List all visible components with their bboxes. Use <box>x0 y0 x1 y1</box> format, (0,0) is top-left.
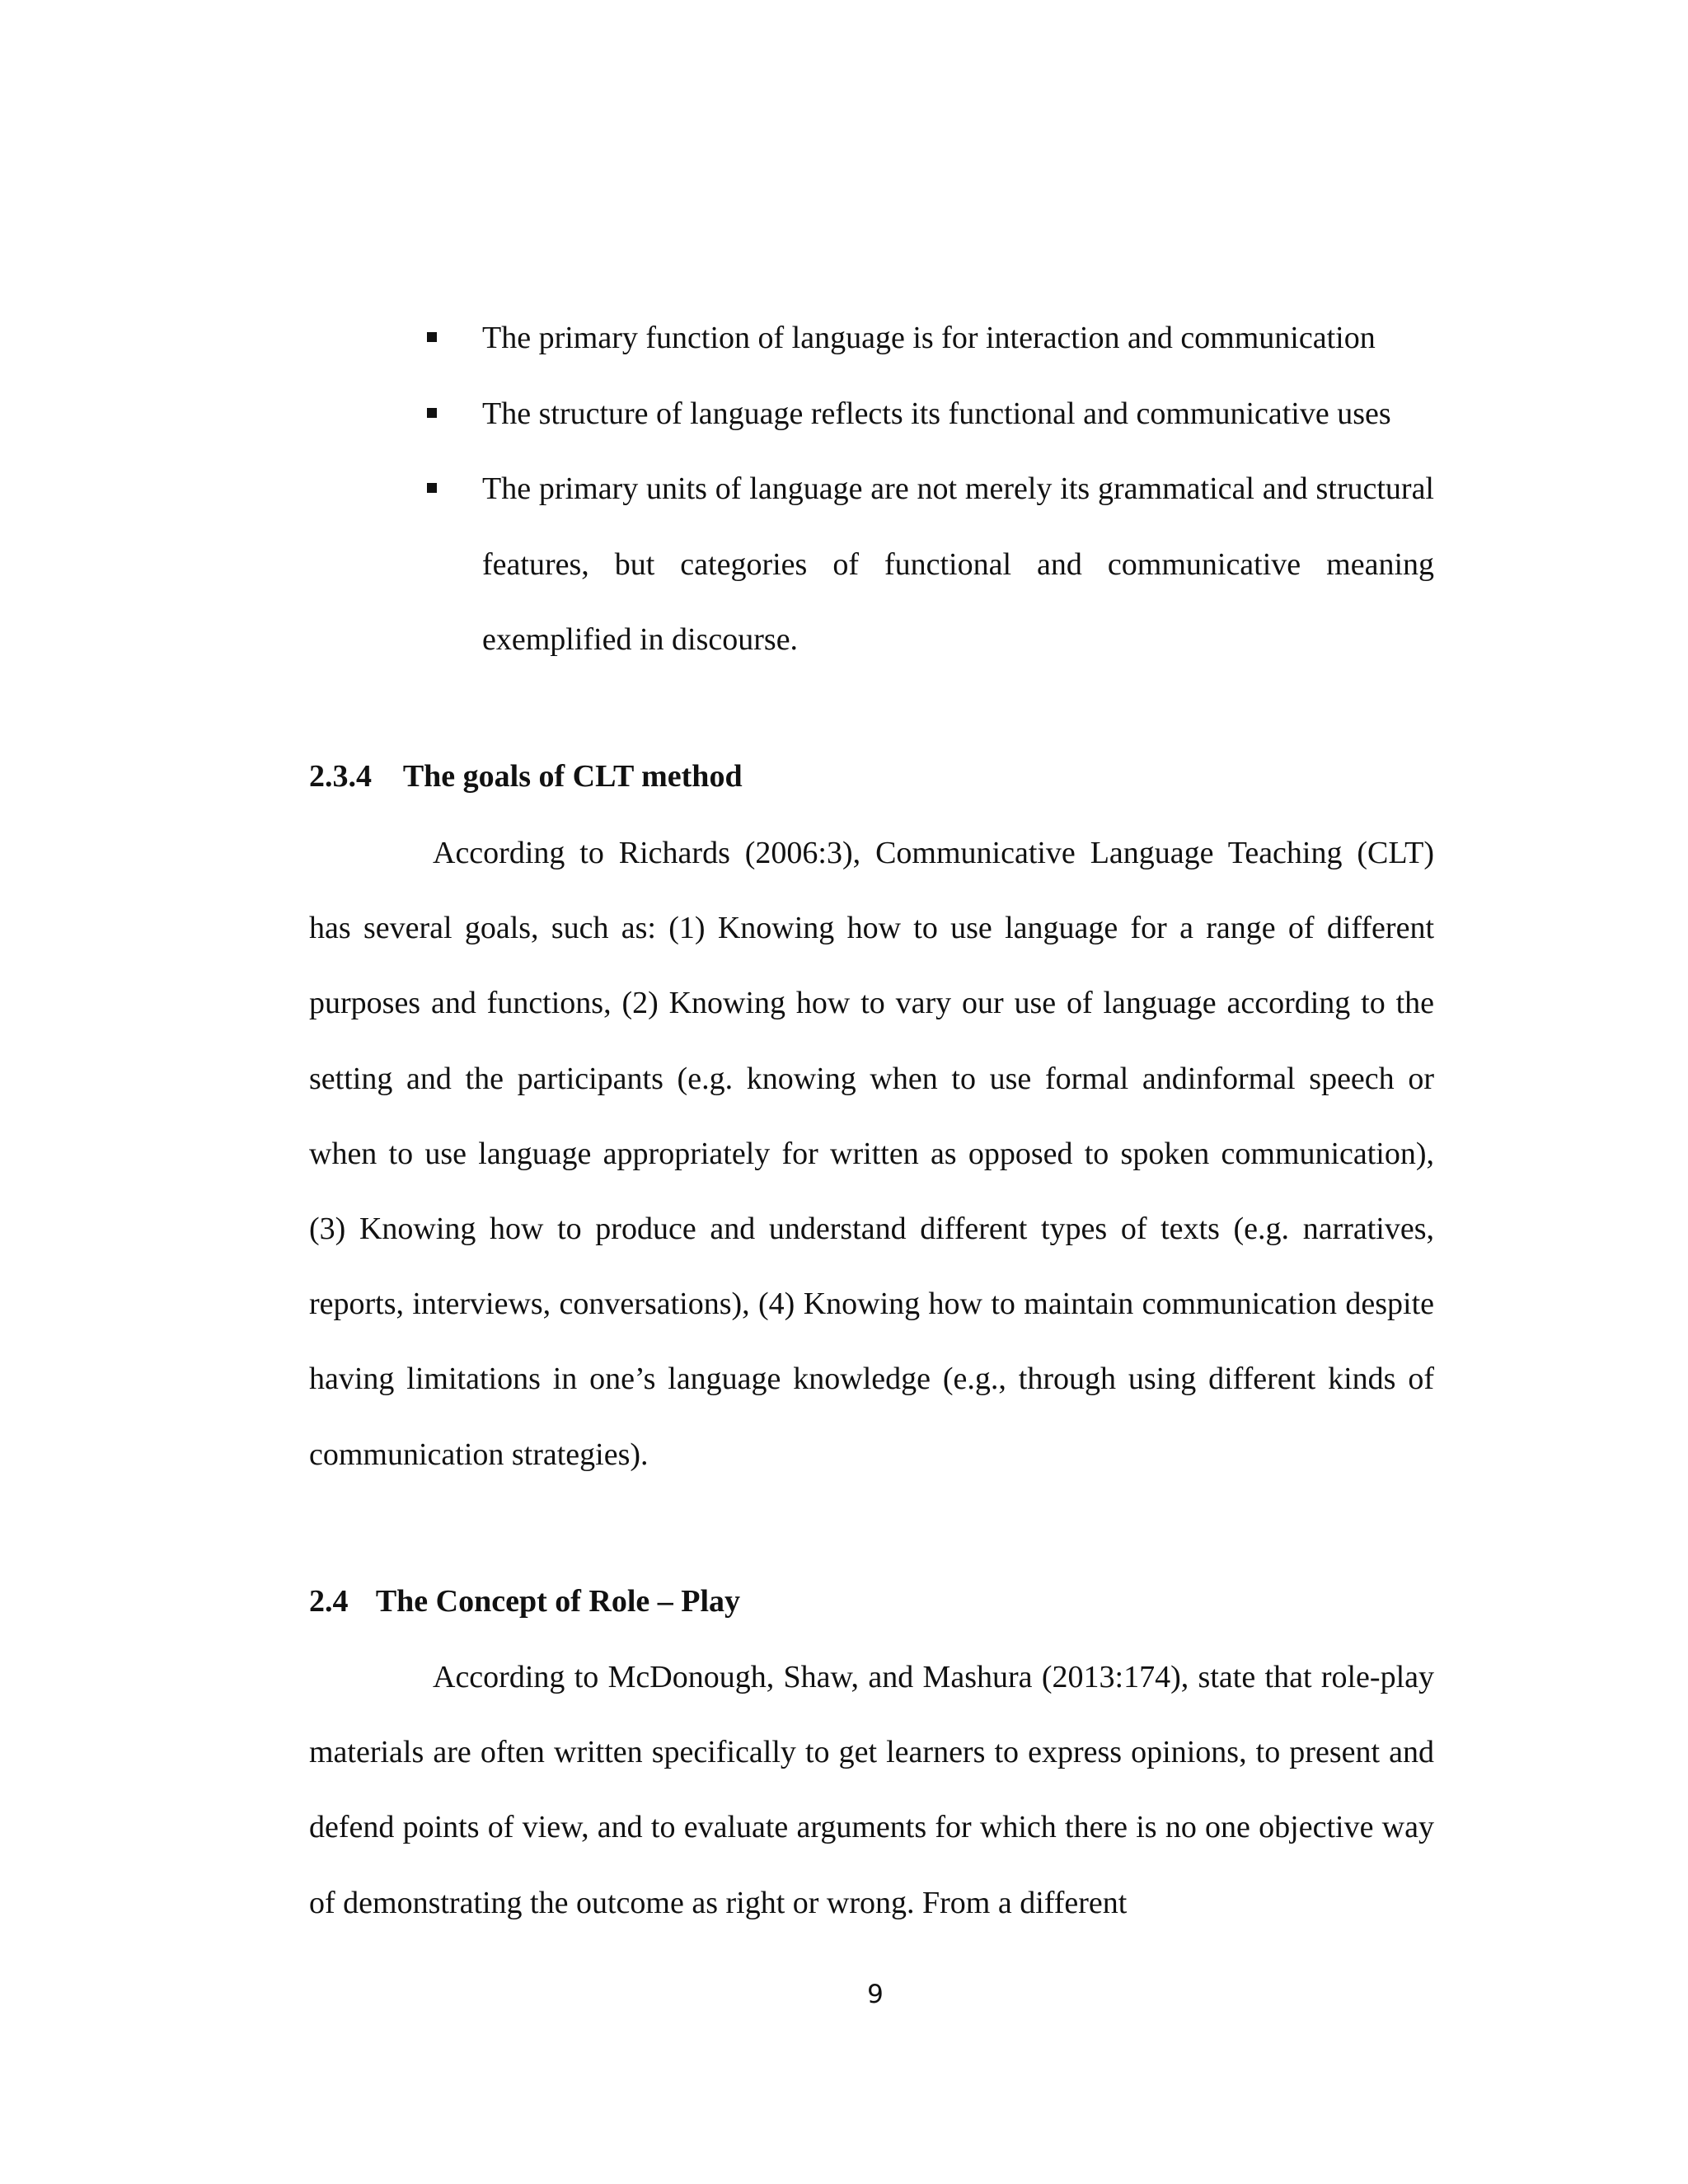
section-number: 2.3.4 <box>309 759 372 794</box>
clt-goals-paragraph: According to Richards (2006:3), Communicative Language Teaching (CLT) has several goals, such as: (1) Knowing how to use language for a range of different purposes and functions, (2) Knowing how to vary our use of language according to the setting and the participants (e.g. knowing when to use formal andinformal speech or when to use language appropriately for written as opposed to spoken communication), (3) Knowing how to produce and understand different types of texts (e.g. narratives, reports, interviews, conversations), (4) Knowing how to maintain communication despite having limitations in one’s language knowledge (e.g., through using different kinds of communication strategies). <box>309 836 1434 1472</box>
bullet-text: The primary units of language are not merely its grammatical and structural features, but categories of functional and communicative meaning exemplified in discourse. <box>482 471 1434 657</box>
role-play-paragraph: According to McDonough, Shaw, and Mashura (2013:174), state that role-play materials are often written specifically to get learners to express opinions, to present and defend points of view, and to evaluate arguments for which there is no one objective way of demonstrating the outcome as right or wrong. From a different <box>309 1660 1434 1920</box>
section-title: The goals of CLT method <box>402 759 743 794</box>
bullet-item-primary-units <box>424 452 1434 678</box>
bullet-item-primary-function <box>424 301 1434 377</box>
section-title: The Concept of Role – Play <box>375 1584 741 1619</box>
bullet-item-language-structure <box>424 377 1434 452</box>
bullet-text: The primary function of language is for interaction and communication <box>482 321 1376 355</box>
square-bullet-icon <box>427 483 437 493</box>
bullet-text: The structure of language reflects its functional and communicative uses <box>482 396 1391 431</box>
square-bullet-icon <box>427 408 437 418</box>
section-heading-clt-goals <box>309 757 743 796</box>
section-number: 2.4 <box>309 1584 349 1619</box>
square-bullet-icon <box>427 332 437 342</box>
bullet-list <box>424 301 1434 678</box>
page-number: 9 <box>867 1980 884 2009</box>
section-heading-role-play <box>309 1582 740 1621</box>
